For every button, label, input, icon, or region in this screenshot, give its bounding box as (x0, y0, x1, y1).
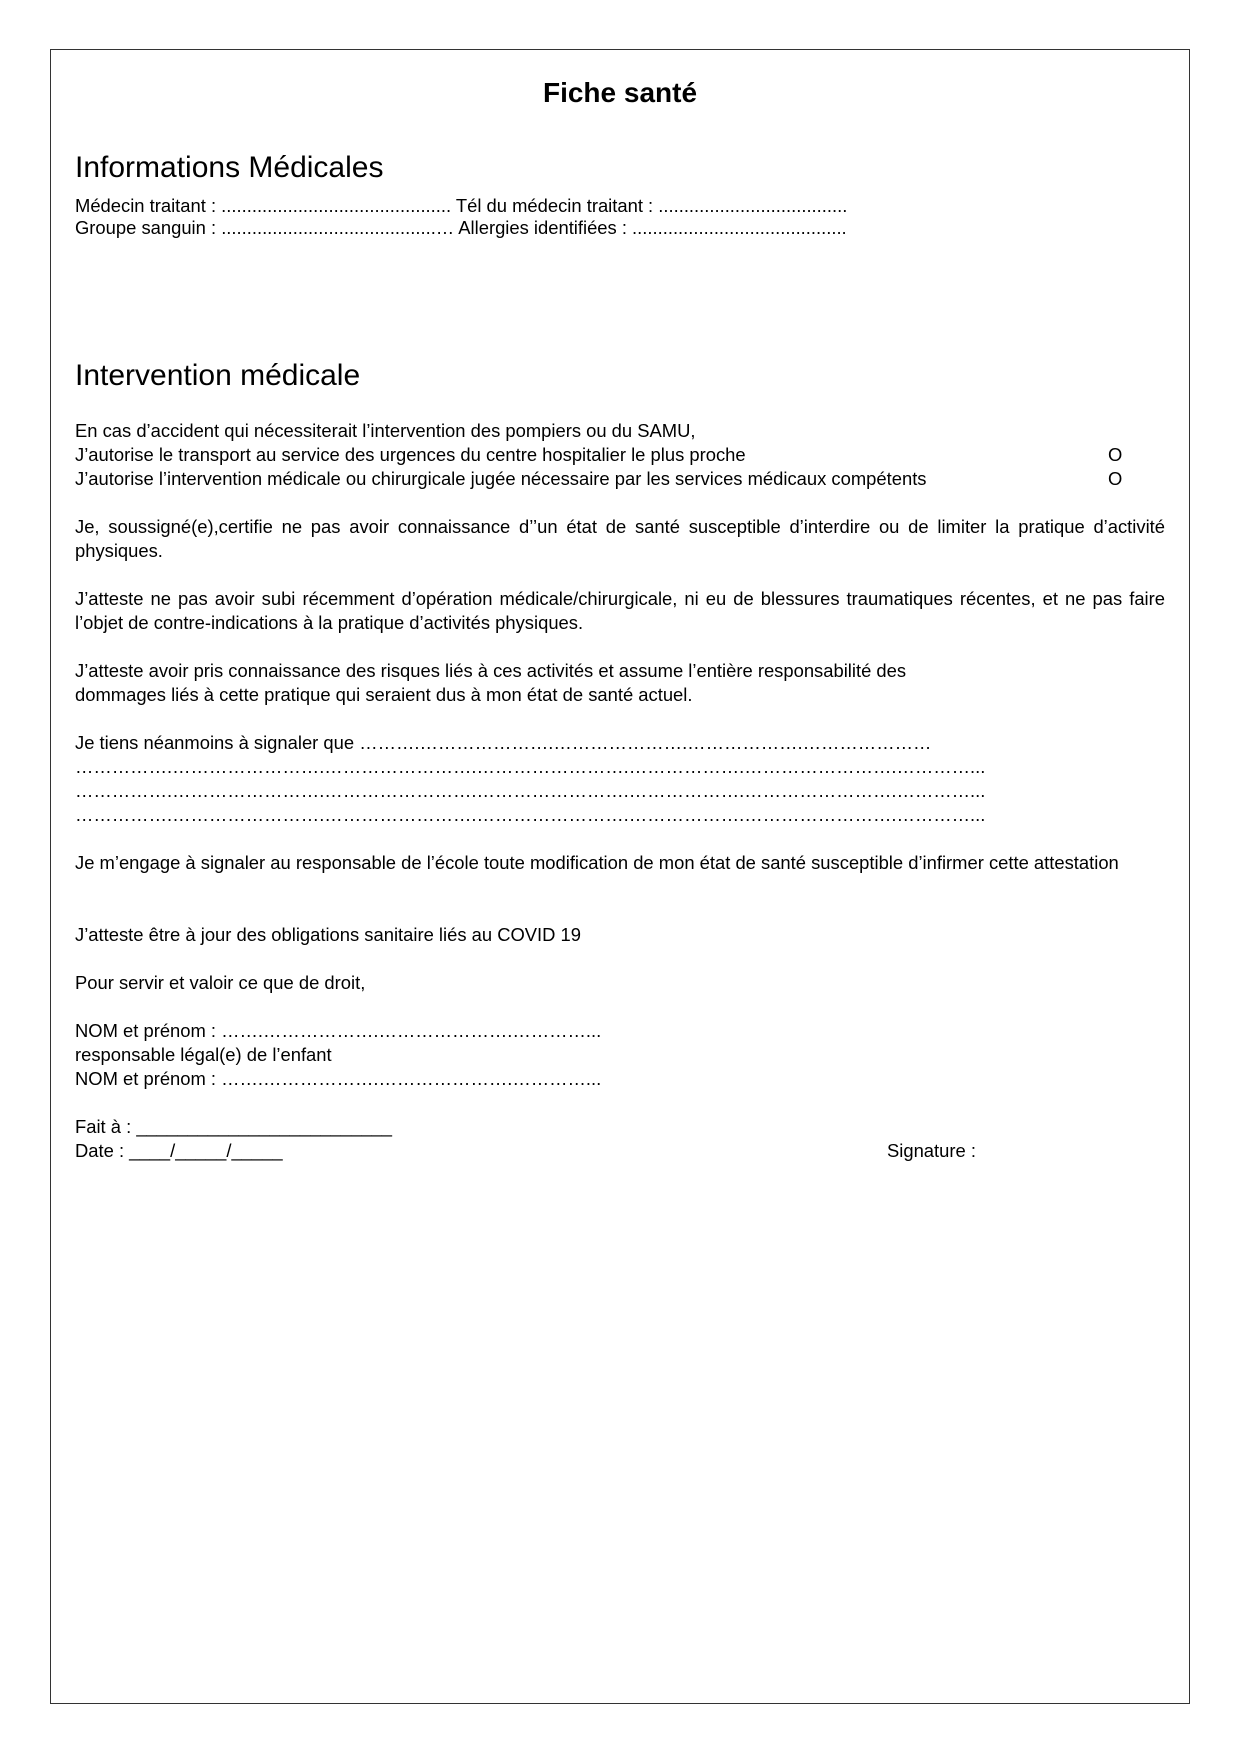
nom-prenom-responsable-field: NOM et prénom : …….……………….………………….…………... (75, 1068, 602, 1089)
covid-attestation: J’atteste être à jour des obligations sanitaire liés au COVID 19 (75, 924, 582, 945)
signaler-line: Je tiens néanmoins à signaler que ……….………………….………………….……………….………………… (75, 732, 932, 753)
signaler-dotted-line: …………….…………………….…………………….…………………….……………….…………………….…………... (75, 780, 986, 801)
signature-label: Signature : (887, 1140, 976, 1161)
nom-prenom-field: NOM et prénom : …….……………….………………….…………... (75, 1020, 602, 1041)
authorization-transport: J’autorise le transport au service des urgences du centre hospitalier le plus proche (75, 444, 746, 465)
page-border (50, 49, 1190, 1704)
authorization-intervention: J’autorise l’intervention médicale ou chirurgicale jugée nécessaire par les services médicaux compétents (75, 468, 927, 489)
authorization-transport-checkbox[interactable]: O (1108, 444, 1123, 465)
attestation-risques-line-1: J’atteste avoir pris connaissance des risques liés à ces activités et assume l’entière responsabilité des (75, 660, 907, 681)
signaler-dotted-line: …………….…………………….…………………….…………………….……………….…………………….…………... (75, 756, 986, 777)
intro-line: En cas d’accident qui nécessiterait l’intervention des pompiers ou du SAMU, (75, 420, 696, 441)
groupe-sanguin-line: Groupe sanguin : ..........................................… Allergies identifiées : .......................................... (75, 217, 847, 238)
section-heading-informations-medicales: Informations Médicales (75, 151, 384, 184)
certification-paragraph: Je, soussigné(e),certifie ne pas avoir connaissance d’’un état de santé susceptible d’interdire ou de limiter la pratique d’activité physiques. (75, 516, 1165, 561)
section-heading-intervention-medicale: Intervention médicale (75, 359, 361, 392)
medecin-traitant-line: Médecin traitant : ............................................. Tél du médecin traitant : ..................................... (75, 195, 848, 216)
attestation-risques-line-2: dommages liés à cette pratique qui seraient dus à mon état de santé actuel. (75, 684, 693, 705)
fait-a-field: Fait à : _________________________ (75, 1116, 393, 1137)
signaler-dotted-line: …………….…………………….…………………….…………………….……………….…………………….…………... (75, 804, 986, 825)
date-field: Date : ____/_____/_____ (75, 1140, 283, 1161)
document-title: Fiche santé (542, 77, 698, 108)
responsable-legal-label: responsable légal(e) de l’enfant (75, 1044, 332, 1065)
attestation-operation-paragraph: J’atteste ne pas avoir subi récemment d’opération médicale/chirurgicale, ni eu de blessures traumatiques récentes, et ne pas faire l’objet de contre-indications à la pratique d’activités physiques. (75, 588, 1165, 633)
engagement-paragraph: Je m’engage à signaler au responsable de l’école toute modification de mon état de santé susceptible d’infirmer cette attestation (75, 852, 1119, 873)
pour-servir-line: Pour servir et valoir ce que de droit, (75, 972, 366, 993)
authorization-intervention-checkbox[interactable]: O (1108, 468, 1123, 489)
